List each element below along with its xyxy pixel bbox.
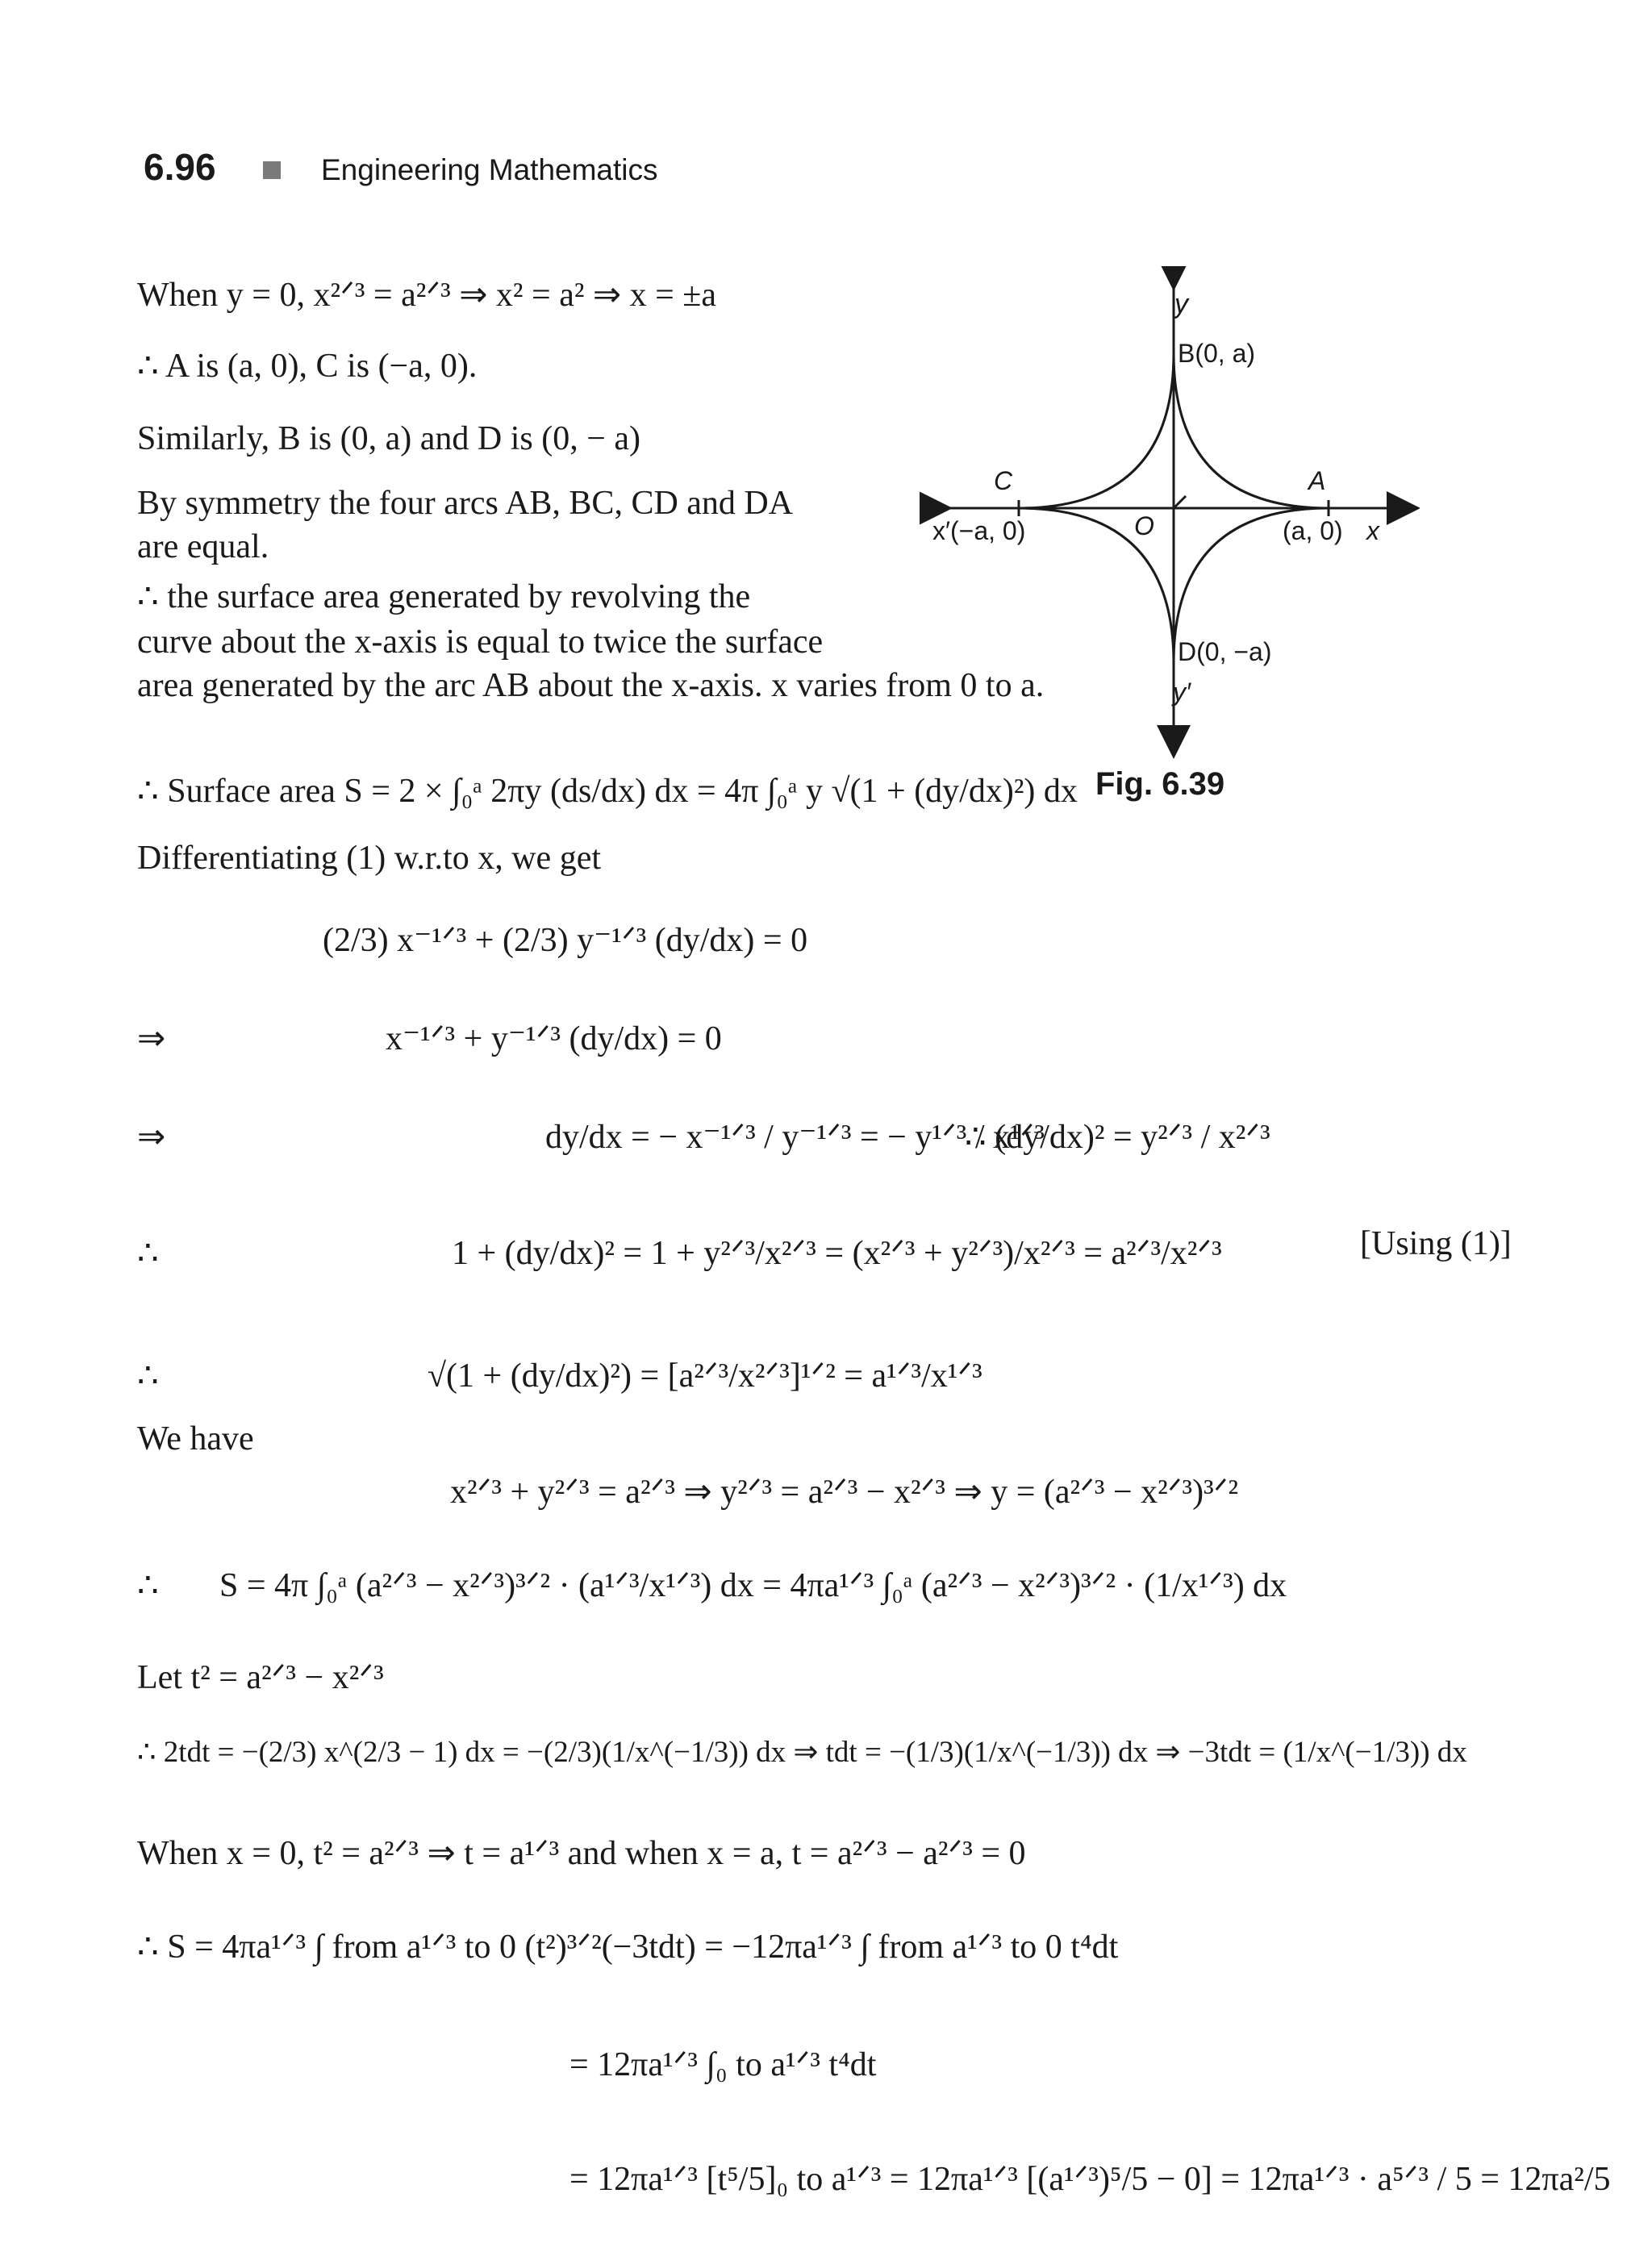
therefore-3: ∴: [137, 1567, 159, 1604]
when-text: When x = 0, t² = a²ᐟ³ ⇒ t = a¹ᐟ³ and when x = a, t = a²ᐟ³ − a²ᐟ³ = 0: [137, 1835, 1026, 1872]
page-number: 6.96: [144, 146, 216, 188]
therefore-2: ∴: [137, 1357, 159, 1395]
label-O: O: [1134, 511, 1154, 540]
label-D: D(0, −a): [1178, 637, 1272, 666]
equation-3: dy/dx = − x⁻¹ᐟ³ / y⁻¹ᐟ³ = − y¹ᐟ³ / x¹ᐟ³: [545, 1119, 1045, 1156]
header-square-icon: [263, 161, 281, 179]
label-y-prime: y′: [1173, 678, 1191, 707]
using-note: [Using (1)]: [1360, 1225, 1512, 1262]
text-line-3: Similarly, B is (0, a) and D is (0, − a): [137, 420, 641, 457]
let-text: Let t² = a²ᐟ³ − x²ᐟ³: [137, 1659, 384, 1696]
we-have-text: We have: [137, 1420, 254, 1457]
equation-2: x⁻¹ᐟ³ + y⁻¹ᐟ³ (dy/dx) = 0: [386, 1020, 722, 1057]
equation-11: = 12πa¹ᐟ³ [t⁵/5]₀ to a¹ᐟ³ = 12πa¹ᐟ³ [(a¹ᐟ³)⁵/5 − 0] = 12πa¹ᐟ³ · a⁵ᐟ³ / 5 = 12πa²/5: [569, 2161, 1611, 2198]
therefore-1: ∴: [137, 1235, 159, 1272]
equation-3b: ∴ (dy/dx)² = y²ᐟ³ / x²ᐟ³: [965, 1119, 1270, 1156]
text-line-5c: area generated by the arc AB about the x-axis. x varies from 0 to a.: [137, 667, 1045, 704]
label-A: A: [1308, 466, 1326, 495]
equation-6: x²ᐟ³ + y²ᐟ³ = a²ᐟ³ ⇒ y²ᐟ³ = a²ᐟ³ − x²ᐟ³ ⇒ y = (a²ᐟ³ − x²ᐟ³)³ᐟ²: [450, 1474, 1239, 1511]
equation-7: S = 4π ∫₀ᵃ (a²ᐟ³ − x²ᐟ³)³ᐟ² · (a¹ᐟ³/x¹ᐟ³) dx = 4πa¹ᐟ³ ∫₀ᵃ (a²ᐟ³ − x²ᐟ³)³ᐟ² · (1/x¹ᐟ³) dx: [219, 1567, 1287, 1604]
text-line-5b: curve about the x-axis is equal to twice the surface: [137, 623, 824, 661]
label-x: x: [1366, 516, 1379, 545]
label-C: C: [994, 466, 1013, 495]
text-line-4a: By symmetry the four arcs AB, BC, CD and DA: [137, 485, 794, 522]
equation-5: √(1 + (dy/dx)²) = [a²ᐟ³/x²ᐟ³]¹ᐟ² = a¹ᐟ³/x¹ᐟ³: [428, 1357, 982, 1395]
equation-1: (2/3) x⁻¹ᐟ³ + (2/3) y⁻¹ᐟ³ (dy/dx) = 0: [323, 922, 808, 959]
text-line-5a: ∴ the surface area generated by revolving the: [137, 578, 751, 615]
book-title: Engineering Mathematics: [321, 153, 658, 186]
label-y: y: [1174, 289, 1188, 319]
label-x-prime: x′(−a, 0): [932, 516, 1026, 545]
implies-arrow-1: ⇒: [137, 1020, 166, 1057]
label-B: B(0, a): [1178, 339, 1256, 368]
equation-9: ∴ S = 4πa¹ᐟ³ ∫ from a¹ᐟ³ to 0 (t²)³ᐟ²(−3tdt) = −12πa¹ᐟ³ ∫ from a¹ᐟ³ to 0 t⁴dt: [137, 1929, 1119, 1966]
surface-area-equation: ∴ Surface area S = 2 × ∫₀ᵃ 2πy (ds/dx) dx = 4π ∫₀ᵃ y √(1 + (dy/dx)²) dx: [137, 773, 1078, 810]
implies-arrow-2: ⇒: [137, 1119, 166, 1156]
text-line-2: ∴ A is (a, 0), C is (−a, 0).: [137, 348, 478, 385]
text-line-1: When y = 0, x²ᐟ³ = a²ᐟ³ ⇒ x² = a² ⇒ x = ±a: [137, 277, 716, 314]
equation-4: 1 + (dy/dx)² = 1 + y²ᐟ³/x²ᐟ³ = (x²ᐟ³ + y²ᐟ³)/x²ᐟ³ = a²ᐟ³/x²ᐟ³: [452, 1235, 1222, 1272]
label-A-coord: (a, 0): [1283, 516, 1343, 545]
equation-8: ∴ 2tdt = −(2/3) x^(2/3 − 1) dx = −(2/3)(1/x^(−1/3)) dx ⇒ tdt = −(1/3)(1/x^(−1/3)) dx ⇒ −3tdt = (1/x^(−1/3)) dx: [137, 1736, 1467, 1769]
text-line-4b: are equal.: [137, 528, 269, 565]
figure-caption: Fig. 6.39: [1095, 766, 1225, 802]
equation-10: = 12πa¹ᐟ³ ∫₀ to a¹ᐟ³ t⁴dt: [569, 2046, 877, 2083]
differentiating-text: Differentiating (1) w.r.to x, we get: [137, 840, 601, 877]
